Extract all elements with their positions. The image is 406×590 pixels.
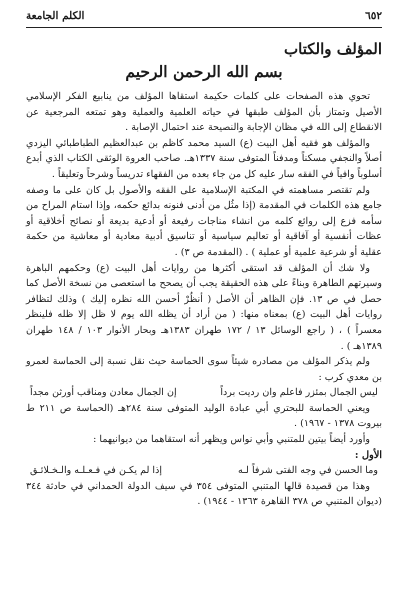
- verse-line: [26, 385, 382, 401]
- verse-first-hemistich: وما الحسن في وجه الفتى شرفاً لـه: [238, 465, 378, 477]
- page-number: ٦٥٢: [365, 10, 382, 22]
- verse-second-hemistich: إن الجمال معادن ومناقب أورثن مجداً: [30, 387, 177, 399]
- verse-first-hemistich: ليس الجمال بمئزر فاعلم وان رديت برداً: [220, 387, 378, 399]
- paragraph: تحوي هذه الصفحات على كلمات حكيمة استقاها المؤلف من ينابيع الفكر الإسلامي الأصيل وتمتاز بأن المؤلف طبقها في حياته العلمية والعملية وهو تمتعه المرجعية عن الانقطاع إلى الله في مظان الإجابة والنصيحة عند احتمال الإصابة .: [26, 91, 382, 134]
- paragraph: ولا شك أن المؤلف قد استقى أكثرها من روايات أهل البيت (ع) وحكمهم الباهرة وسيرتهم الطاهرة وبناءً على هذه الحقيقة يجب أن يصحح ما استعصى من نسخة الأصل كما حصل في ص ١٣. فإن الظاهر أن الأصل ( أنظُرْ أحسن الله نظره إليك ) وذلك لتظافر روايات أهل البيت (ع) بمعناه منها: ( من أراد أن يظله الله يوم لا ظل إلا ظله فلينظر معسراً ) ، ( راجع الوسائل ١٣ / ١٧٢ طهران ١٣٨٣هـ وبحار الأنوار ١٠٣ / ١٤٨ طهران ١٣٨٩هـ ) .: [26, 262, 382, 352]
- paragraph: وأورد أيضاً بيتين للمتنبي وأبي نواس ويظهر أنه استقاهما من ديوانيهما :: [93, 434, 370, 446]
- body-text: [26, 89, 382, 385]
- paragraph: وهذا من قصيدة قالها المتنبي المتوفى ٣٥٤ في سيف الدولة الحمداني في حادثة ٣٤٤ (ديوان المتنبي ص ٣٧٨ القاهرة ١٣٦٣ - ١٩٤٤) .: [26, 480, 382, 508]
- verse-line: [26, 463, 382, 479]
- paragraph: ولم تقتصر مساهمته في المكتبة الإسلامية على الفقه والأصول بل كان على ما وصفه جامع هذه الكلمات في المقدمة (إذا مثُل من أدنى فنونه بدائع حكمه، وإذا استام المراح من سأمه فزع إلى روائع كلمه من انشاء مناجات رفيعة أو أدعية بديعة أو نصائح أخلاقية أو عظات أنفسية أو آفاقية أو تعاليم سياسية أو تناسيق أدبية معادية أو معاشية من حكمة عقلية أو شرعية علمية أو عملية ) . (المقدمة ص ٣) .: [26, 184, 382, 258]
- basmala-heading: بسم الله الرحمن الرحيم: [125, 62, 283, 81]
- section-title: المؤلف والكتاب: [284, 40, 382, 58]
- first-label: الأول :: [354, 449, 382, 461]
- running-title: الكلم الجامعة: [26, 10, 85, 22]
- body-text: [26, 479, 382, 510]
- verse-second-hemistich: إذا لم يكـن في فـعـلـه والـخـلائـق: [30, 465, 163, 477]
- paragraph: ولم يذكر المؤلف من مصادره شيئاً سوى الحماسة حيث نقل نسبة إلى الحماسة لعمرو بن معدي كرب :: [26, 356, 382, 383]
- header-rule: [26, 27, 382, 28]
- paragraph: والمؤلف هو فقيه أهل البيت (ع) السيد محمد كاظم بن عبدالعظيم الطباطبائي اليزدي أصلاً والنجفي مسكناً ومدفناً المتوفى سنة ١٣٣٧هـ. صاحب العروة الوثقى الكتاب الذي أبدع أسلوباً وافياً في الفقه سار عليه كل من جاء بعده من الفقهاء تدريساً وشرحاً وتعليقاً .: [26, 137, 382, 180]
- running-header: [26, 10, 382, 24]
- body-text: [26, 401, 382, 448]
- paragraph: ويعني الحماسة للبحتري أبي عبادة الوليد المتوفى سنة ٢٨٤هـ (الحماسة ص ٢١١ ط بيروت ١٣٧٨ - ١٩٦٧) .: [26, 402, 382, 430]
- page: [26, 10, 382, 580]
